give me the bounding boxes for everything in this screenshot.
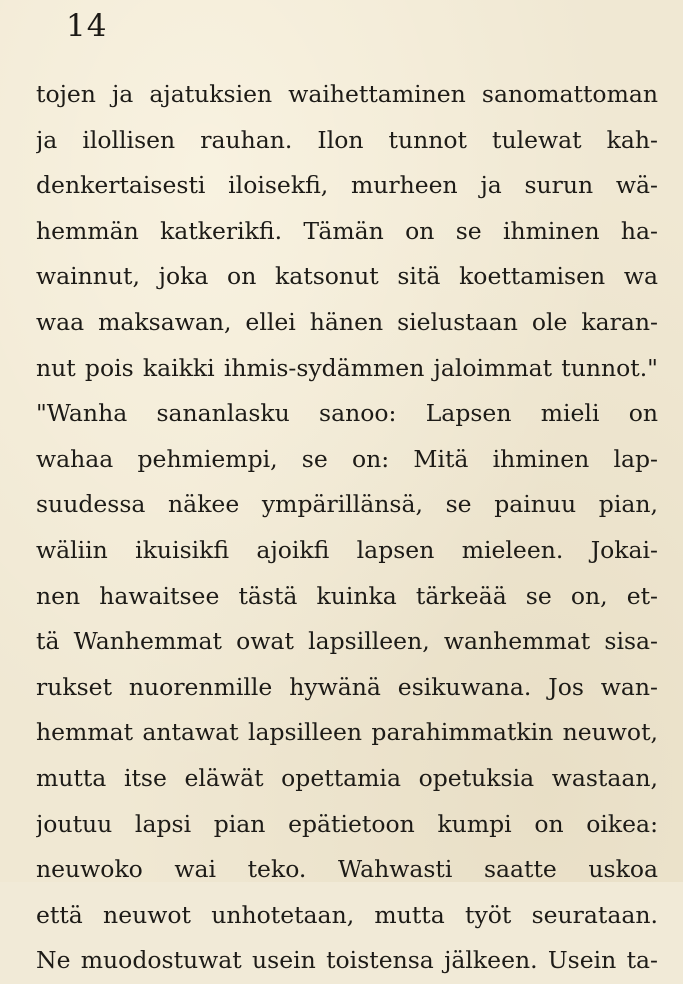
page-number: 14 [66, 8, 108, 44]
text-line: hemmän katkerikfi. Tämän on se ihminen ha- [36, 216, 658, 245]
text-line: nut pois kaikki ihmis-sydämmen jaloimmat tunnot." [36, 353, 658, 382]
text-line: waa maksawan, ellei hänen sielustaan ole karan- [36, 307, 658, 336]
text-line: Ne muodostuwat usein toistensa jälkeen. Usein ta- [36, 946, 658, 975]
text-line: hemmat antawat lapsilleen parahimmatkin neuwot, [36, 718, 658, 747]
body-text [36, 72, 658, 984]
text-line: rukset nuorenmille hywänä esikuwana. Jos wan- [36, 672, 658, 701]
text-line: mutta itse eläwät opettamia opetuksia wastaan, [36, 763, 658, 792]
text-line: tä Wanhemmat owat lapsilleen, wanhemmat sisa- [36, 627, 658, 656]
text-line: nen hawaitsee tästä kuinka tärkeää se on, et- [36, 581, 658, 610]
text-line: neuwoko wai teko. Wahwasti saatte uskoa [36, 855, 658, 884]
text-line: wainnut, joka on katsonut sitä koettamisen wa [36, 262, 658, 291]
text-line: joutuu lapsi pian epätietoon kumpi on oikea: [36, 809, 658, 838]
text-line: wahaa pehmiempi, se on: Mitä ihminen lap- [36, 444, 658, 473]
text-line: suudessa näkee ympärillänsä, se painuu pian, [36, 490, 658, 519]
text-line: wäliin ikuisikfi ajoikfi lapsen mieleen. Jokai- [36, 535, 658, 564]
text-line: denkertaisesti iloisekfi, murheen ja surun wä- [36, 171, 658, 200]
text-line: että neuwot unhotetaan, mutta työt seurataan. [36, 900, 658, 929]
text-line: "Wanha sananlasku sanoo: Lapsen mieli on [36, 399, 658, 428]
text-line: ja ilollisen rauhan. Ilon tunnot tulewat kah- [36, 125, 658, 154]
text-line: tojen ja ajatuksien waihettaminen sanomattoman [36, 80, 658, 108]
